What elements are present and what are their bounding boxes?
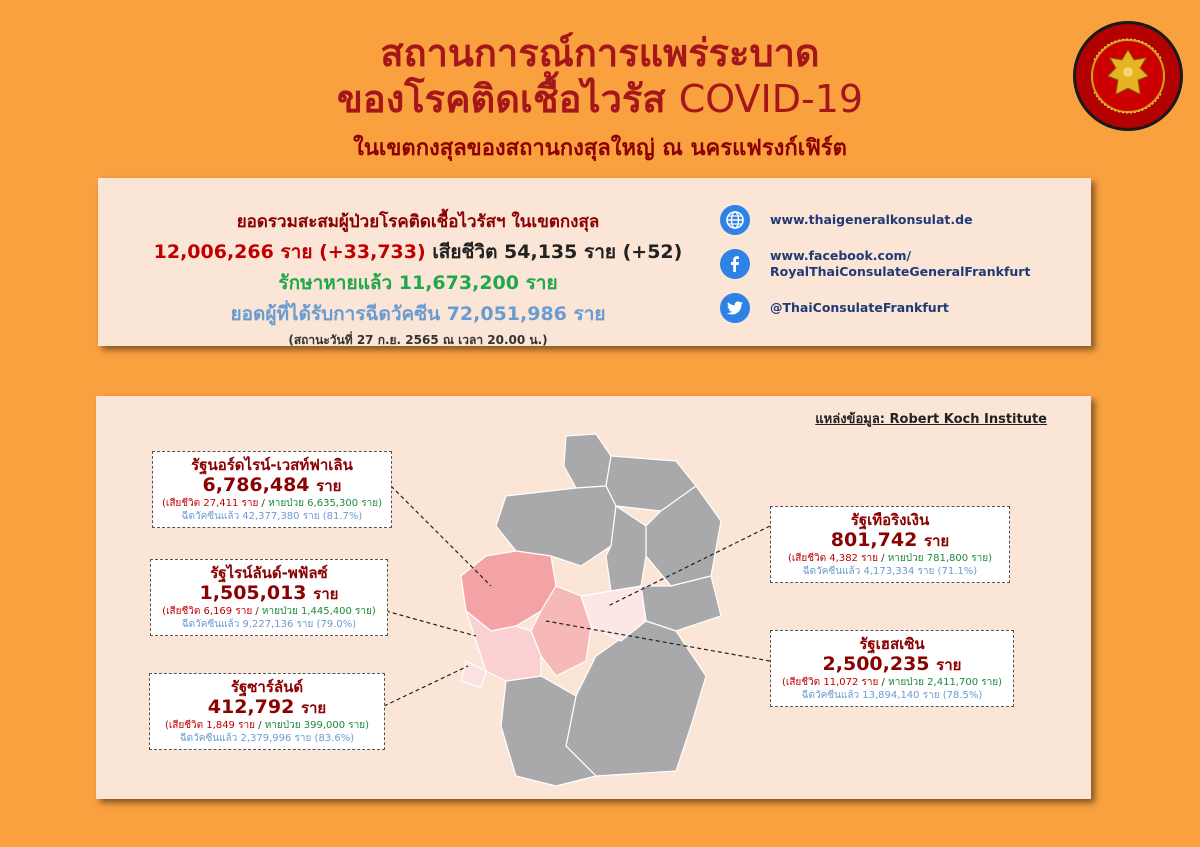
summary-cases-line <box>138 237 698 267</box>
facebook-link-row[interactable] <box>720 246 1080 282</box>
contact-links <box>720 202 1080 334</box>
summary-cases: 12,006,266 ราย (+33,733) <box>153 241 426 263</box>
state-name: รัฐซาร์ลันด์ <box>230 678 304 696</box>
callout-hesse <box>770 630 1014 707</box>
state-detail: (เสียชีวิต 27,411 ราย / หายป่วย 6,635,300 ราย) <box>162 498 382 509</box>
twitter-icon <box>720 293 750 323</box>
state-name: รัฐนอร์ดไรน์-เวสท์ฟาเลิน <box>191 456 353 474</box>
state-detail: (เสียชีวิต 6,169 ราย / หายป่วย 1,445,400 ราย) <box>162 606 376 617</box>
facebook-icon <box>720 249 750 279</box>
summary-as-of: (สถานะวันที่ 27 ก.ย. 2565 ณ เวลา 20.00 น.) <box>288 333 548 347</box>
state-case-count: 1,505,013 ราย <box>199 582 339 604</box>
page-title-line1: สถานการณ์การแพร่ระบาด <box>380 31 820 75</box>
page-title-line2 <box>180 76 1020 122</box>
facebook-link[interactable] <box>770 248 1030 280</box>
summary-vaccinated: ยอดผู้ที่ได้รับการฉีดวัคซีน 72,051,986 ราย <box>230 303 606 325</box>
state-name: รัฐเทือริงเงิน <box>850 511 930 529</box>
page-subtitle: ในเขตกงสุลของสถานกงสุลใหญ่ ณ นครแฟรงก์เฟิร์ต <box>353 136 847 161</box>
state-case-count: 6,786,484 ราย <box>202 474 342 496</box>
state-case-count: 412,792 ราย <box>207 696 327 718</box>
page-title-thai: ของโรคติดเชื้อไวรัส <box>336 77 666 121</box>
state-name: รัฐเฮสเซิน <box>859 635 925 653</box>
state-vaccinated: ฉีดวัคซีนแล้ว 2,379,996 ราย (83.6%) <box>179 733 355 744</box>
state-vaccinated: ฉีดวัคซีนแล้ว 42,377,380 ราย (81.7%) <box>181 511 363 522</box>
callout-rlp <box>150 559 388 636</box>
state-detail: (เสียชีวิต 1,849 ราย / หายป่วย 399,000 ราย) <box>164 720 370 731</box>
map-state-schleswig-holstein <box>564 434 611 488</box>
facebook-link-line2: RoyalThaiConsulateGeneralFrankfurt <box>770 264 1031 279</box>
callout-thuringia <box>770 506 1010 583</box>
website-link[interactable]: www.thaigeneralkonsulat.de <box>770 212 973 227</box>
page-title-latin: COVID-19 <box>678 77 864 121</box>
summary-block <box>138 208 698 350</box>
callout-nrw <box>152 451 392 528</box>
germany-map <box>446 426 726 796</box>
map-state-saarland <box>461 661 486 688</box>
state-case-count: 2,500,235 ราย <box>822 653 962 675</box>
summary-panel <box>98 178 1091 346</box>
twitter-link-row[interactable] <box>720 290 1080 326</box>
website-link-row[interactable] <box>720 202 1080 238</box>
consulate-seal-logo <box>1072 20 1184 132</box>
state-case-count: 801,742 ราย <box>830 529 950 551</box>
header <box>180 30 1020 165</box>
globe-icon <box>720 205 750 235</box>
state-name: รัฐไรน์ลันด์-พฟัลซ์ <box>210 564 328 582</box>
state-vaccinated: ฉีดวัคซีนแล้ว 4,173,334 ราย (71.1%) <box>802 566 978 577</box>
callout-saarland <box>149 673 385 750</box>
state-vaccinated: ฉีดวัคซีนแล้ว 13,894,140 ราย (78.5%) <box>801 690 983 701</box>
data-source: แหล่งข้อมูล: Robert Koch Institute <box>815 412 1047 427</box>
facebook-link-line1: www.facebook.com/ <box>770 248 912 263</box>
map-panel <box>96 396 1091 799</box>
state-detail: (เสียชีวิต 11,072 ราย / หายป่วย 2,411,700 ราย) <box>782 677 1002 688</box>
twitter-link[interactable]: @ThaiConsulateFrankfurt <box>770 300 949 315</box>
state-detail: (เสียชีวิต 4,382 ราย / หายป่วย 781,800 ราย) <box>787 553 993 564</box>
summary-recovered: รักษาหายแล้ว 11,673,200 ราย <box>278 272 558 294</box>
summary-deaths: เสียชีวิต 54,135 ราย (+52) <box>432 241 683 263</box>
summary-heading: ยอดรวมสะสมผู้ป่วยโรคติดเชื้อไวรัสฯ ในเขตกงสุล <box>236 212 600 232</box>
state-vaccinated: ฉีดวัคซีนแล้ว 9,227,136 ราย (79.0%) <box>181 619 357 630</box>
